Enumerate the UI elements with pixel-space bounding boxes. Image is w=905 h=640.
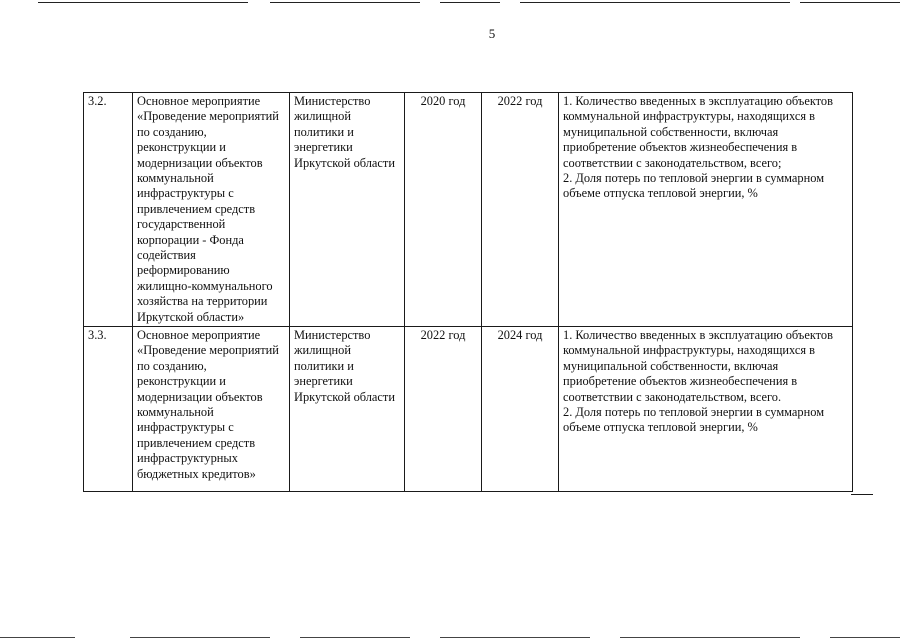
table-row [84, 93, 853, 327]
executor-cell: Министерство жилищной политики и энергетики Иркутской области [290, 93, 405, 327]
program-activities-table [83, 92, 853, 492]
end-year-cell: 2024 год [482, 327, 559, 492]
activity-name-cell: Основное мероприятие «Проведение мероприятий по созданию, реконструкции и модернизации объектов коммунальной инфраструктуры с привлечением средств инфраструктурных бюджетных кредитов» [133, 327, 290, 492]
row-number-cell: 3.2. [84, 93, 133, 327]
start-year-cell: 2022 год [405, 327, 482, 492]
bottom-edge-rule [300, 637, 410, 638]
top-edge-rule [800, 2, 900, 3]
bottom-edge-rule [830, 637, 900, 638]
end-year-cell: 2022 год [482, 93, 559, 327]
row-number-cell: 3.3. [84, 327, 133, 492]
activity-name-cell: Основное мероприятие «Проведение мероприятий по созданию, реконструкции и модернизации объектов коммунальной инфраструктуры с привлечением средств государственной корпорации - Фонда содействия реформированию жилищно-коммунального хозяйства на территории Иркутской области» [133, 93, 290, 327]
bottom-edge-rule [0, 637, 75, 638]
table-row [84, 327, 853, 492]
top-edge-rule [440, 2, 500, 3]
indicators-cell [559, 327, 853, 492]
bottom-edge-rule [130, 637, 270, 638]
top-edge-rule [520, 2, 790, 3]
start-year-cell: 2020 год [405, 93, 482, 327]
table-bottom-line-extension [851, 494, 873, 495]
executor-cell: Министерство жилищной политики и энергетики Иркутской области [290, 327, 405, 492]
page-number: 5 [488, 26, 496, 41]
indicator-item: 1. Количество введенных в эксплуатацию объектов коммунальной инфраструктуры, находящихся в муниципальной собственности, включая приобретение объектов жизнеобеспечения в соответствии с законодательством, всего; [563, 94, 833, 170]
top-edge-rule [270, 2, 420, 3]
indicator-item: 1. Количество введенных в эксплуатацию объектов коммунальной инфраструктуры, находящихся в муниципальной собственности, включая приобретение объектов жизнеобеспечения в соответствии с законодательством, всего. [563, 328, 833, 404]
top-edge-rule [38, 2, 248, 3]
indicator-item: 2. Доля потерь по тепловой энергии в суммарном объеме отпуска тепловой энергии, % [563, 405, 825, 435]
bottom-edge-rule [620, 637, 800, 638]
bottom-edge-rule [440, 637, 590, 638]
indicators-cell [559, 93, 853, 327]
indicator-item: 2. Доля потерь по тепловой энергии в суммарном объеме отпуска тепловой энергии, % [563, 171, 825, 201]
